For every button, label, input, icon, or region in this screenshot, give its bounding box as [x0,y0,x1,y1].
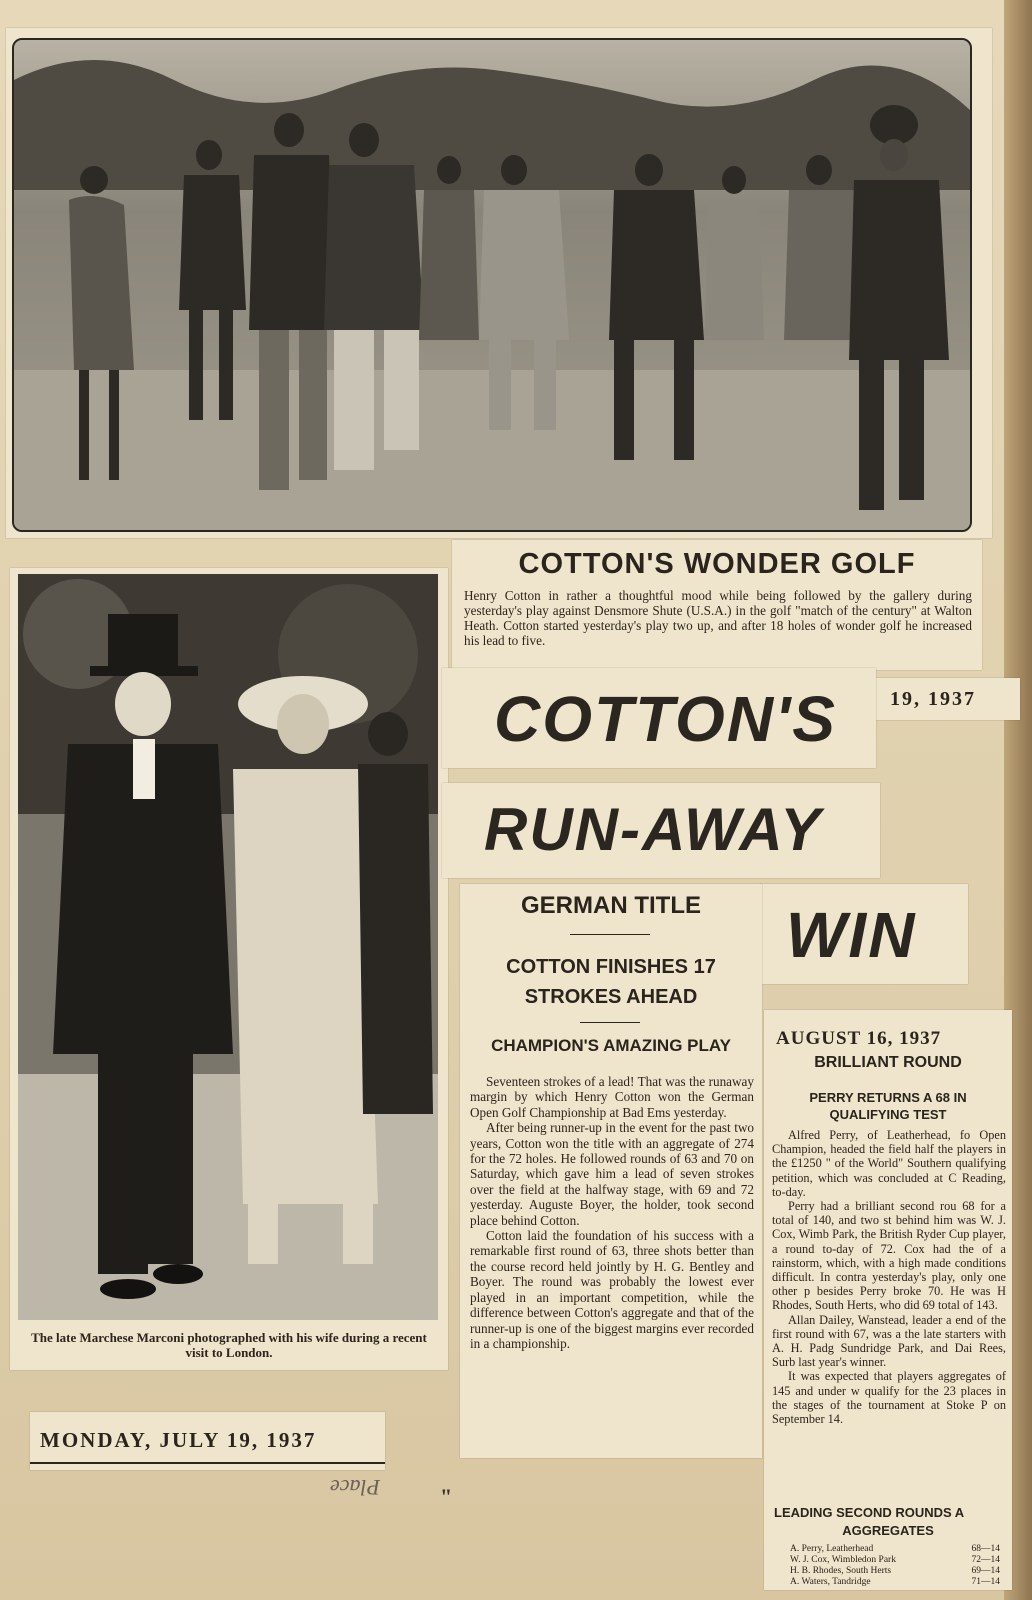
top-photo-clipping [6,28,992,538]
headline-line2: RUN-AWAY [484,796,823,863]
headline-line3-clipping [760,884,968,984]
german-para3: Cotton laid the foundation of his success with a remarkable first round of 63, three shots better than the course record held jointly by H. G. Bentley and Boyer. The round was probably the lowest ever played in an important competition, while the difference between Cotton's aggregate and that of the runner-up is one of the biggest margins ever recorded in a championship. [470,1228,754,1351]
perry-para2: Perry had a brilliant second rou 68 for a total of 140, and two st behind him was W. J. Cox, Wimb Park, the British Ryder Cup player, a round to-day of 72. Cox had the of a rainstorm, which, with a high made conditions difficult. In contra yesterday's play, only one other p besides Perry broke 70. He was H Rhodes, South Herts, who did 69 total of 143. [772,1199,1006,1313]
perry-para4: It was expected that players aggregates of 145 and under w qualify for the 23 places in the stages of the tournament at Stoke P on September 14. [772,1369,1006,1427]
rule-2 [580,1022,640,1023]
perry-article-clipping [764,1010,1012,1590]
top-caption-clipping [452,540,982,670]
perry-table [790,1544,1000,1588]
table-row: W. J. Cox, Wimbledon Park 72—14 [790,1555,1000,1565]
perry-table-head1: LEADING SECOND ROUNDS A [774,1505,965,1520]
left-photo-clipping [10,568,448,1370]
date-underline [30,1462,385,1464]
marconi-image [18,574,438,1320]
left-date: MONDAY, JULY 19, 1937 [40,1428,317,1452]
headline-line1: COTTON'S [494,683,837,755]
marconi-photo [18,574,438,1320]
german-para1: Seventeen strokes of a lead! That was the runaway margin by which Henry Cotton won the German Open Golf Championship at Bad Ems yesterday. [470,1074,754,1120]
perry-head3: QUALIFYING TEST [829,1107,947,1122]
perry-date: AUGUST 16, 1937 [776,1028,942,1049]
perry-para3: Allan Dailey, Wanstead, leader a end of the first round with 67, was a the late starters with A. H. Padg Sundridge Park, and Dai Rees, Surb last year's winner. [772,1312,1006,1370]
golf-gallery-image [14,40,970,530]
golf-gallery-photo [12,38,972,532]
perry-head1: BRILLIANT ROUND [814,1054,962,1071]
german-head1: GERMAN TITLE [521,892,701,919]
top-caption-title: COTTON'S WONDER GOLF [518,548,916,580]
perry-para1: Alfred Perry, of Leatherhead, fo Open Champion, headed the field half the players in the £1250 " of the World" Southern qualifying petition, which was concluded at C Reading, to-day. [772,1128,1006,1199]
left-date-clipping [30,1412,385,1470]
german-subhead: CHAMPION'S AMAZING PLAY [491,1036,731,1055]
headline-line2-clipping [442,783,880,878]
german-body [470,1074,754,1351]
german-article-clipping [460,884,762,1458]
date-fragment: 19, 1937 [890,688,976,710]
perry-head2: PERRY RETURNS A 68 IN [809,1090,967,1105]
table-row: H. B. Rhodes, South Herts 69—14 [790,1566,1000,1576]
headline-line1-clipping [442,668,876,768]
perry-body [772,1128,1006,1426]
headline-line3: WIN [786,899,917,971]
perry-table-head2: AGGREGATES [842,1523,934,1538]
german-head2: COTTON FINISHES 17 [506,956,716,978]
handwriting-note: Place [330,1475,381,1500]
table-row: A. Perry, Leatherhead 68—14 [790,1544,1000,1554]
rule-1 [570,934,650,935]
marconi-caption: The late Marchese Marconi photographed with his wife during a recent visit to London. [31,1330,427,1360]
date-fragment-clipping [870,678,1020,720]
german-head3: STROKES AHEAD [524,986,698,1008]
table-row: A. Waters, Tandridge 71—14 [790,1577,1000,1587]
quote-mark: " [440,1484,453,1509]
top-caption-text: Henry Cotton in rather a thoughtful mood while being followed by the gallery during yesterday's play against Densmore Shute (U.S.A.) in the golf "match of the century" at Walton Heath. Cotton started yesterday's play two up, and after 18 holes of wonder golf he increased his lead to five. [464,588,972,648]
german-para2: After being runner-up in the event for the past two years, Cotton won the title with an aggregate of 274 for the 72 holes. He followed rounds of 63 and 70 on Saturday, which gave him a lead of seven strokes over the field at the halfway stage, with 69 and 72 yesterday. Auguste Boyer, the holder, took second place behind Cotton. [470,1120,754,1228]
